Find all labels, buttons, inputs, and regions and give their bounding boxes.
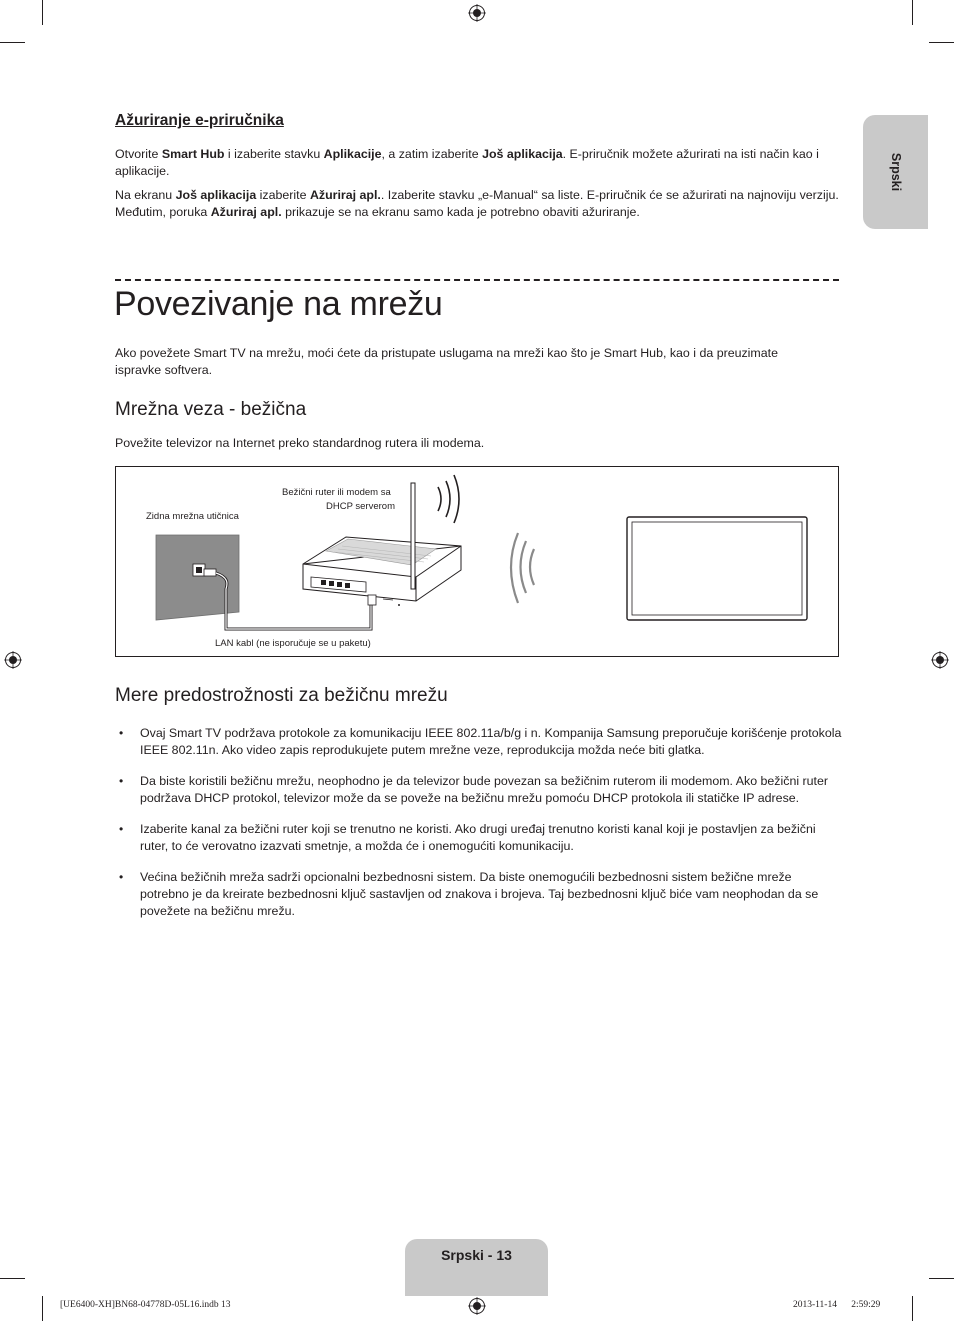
crop-mark	[42, 0, 43, 25]
list-item: • Većina bežičnih mreža sadrži opcionalni bezbednosni sistem. Da biste onemogućili bezbednosni sistem bežične mreže potrebno je da kreirate bezbednosni ključ sastavljen od znakova i brojeva. Taj bezbednosni ključ biće vam neophodan da se povežete na bežičnu mrežu.	[115, 869, 843, 920]
crop-mark	[42, 1296, 43, 1321]
text-run: izaberite	[256, 188, 310, 202]
wireless-heading: Mrežna veza - bežična	[115, 399, 307, 420]
registration-mark-icon	[468, 4, 486, 22]
list-item: • Ovaj Smart TV podržava protokole za komunikaciju IEEE 802.11a/b/g i n. Kompanija Samsung preporučuje korišćenje protokola IEEE 802.11n. Ako video zapis reprodukujete putem mrežne veze, reprodukcija možda neće biti glatka.	[115, 725, 843, 759]
text-run: . E-priručnik možete ažurirati na isti način kao i aplikacije.	[115, 147, 819, 178]
bold-term: Aplikacije	[323, 147, 382, 161]
update-paragraph-1	[115, 146, 840, 180]
text-run: . Izaberite stavku „e-Manual“ sa liste. E-priručnik će se ažurirati na najnoviju verziju. Međutim, poruka	[115, 188, 839, 219]
bold-term: Ažuriraj apl.	[309, 188, 381, 202]
crop-mark	[912, 1296, 913, 1321]
bold-term: Smart Hub	[161, 147, 225, 161]
crop-mark	[0, 42, 25, 43]
registration-mark-icon	[468, 1297, 486, 1315]
router-label-line1: Bežični ruter ili modem sa	[282, 487, 391, 498]
registration-mark-icon	[4, 651, 22, 669]
list-item: • Da biste koristili bežičnu mrežu, neophodno je da televizor bude povezan sa bežičnim ruterom ili modemom. Ako bežični ruter podržava DHCP protokol, televizor može da se poveže na bežičnu mrežu pomoću DHCP protokola ili statičke IP adrese.	[115, 773, 843, 807]
text-run: prikazuje se na ekranu samo kada je potrebno obaviti ažuriranje.	[281, 205, 640, 219]
crop-mark	[929, 42, 954, 43]
update-paragraph-2	[115, 187, 840, 221]
router-wifi-waves-icon	[438, 475, 459, 523]
footer-file-info: [UE6400-XH]BN68-04778D-05L16.indb 13	[60, 1300, 231, 1310]
bold-term: Ažuriraj apl.	[210, 205, 282, 219]
text-run: Otvorite	[115, 147, 162, 161]
footer-date-info: 2013-11-14 2:59:29	[793, 1300, 881, 1310]
tv-wifi-waves-icon	[511, 533, 534, 603]
text-run: , a zatim izaberite	[381, 147, 483, 161]
router-icon	[303, 483, 461, 606]
crop-mark	[912, 0, 913, 25]
text-run: i izaberite stavku	[224, 147, 324, 161]
page-number-tab	[405, 1239, 548, 1296]
language-side-tab-label: Srpski	[888, 152, 903, 192]
bold-term: Još aplikacija	[175, 188, 257, 202]
update-emanual-heading: Ažuriranje e-priručnika	[115, 112, 284, 129]
lan-cable-label: LAN kabl (ne isporučuje se u paketu)	[215, 638, 371, 649]
precautions-heading: Mere predostrožnosti za bežičnu mrežu	[115, 685, 448, 706]
language-side-tab	[863, 115, 928, 229]
section-divider	[115, 279, 839, 281]
list-item: • Izaberite kanal za bežični ruter koji se trenutno ne koristi. Ako drugi uređaj trenutno koristi kanal koji je postavljen za bežični ruter, to će verovatno izazvati smetnje, a možda će i onemogućiti komunikaciju.	[115, 821, 843, 855]
precautions-list	[115, 725, 843, 934]
diagram-graphics	[116, 467, 838, 656]
page-title: Povezivanje na mrežu	[114, 285, 443, 323]
crop-mark	[929, 1278, 954, 1279]
bold-term: Još aplikacija	[482, 147, 563, 161]
registration-mark-icon	[931, 651, 949, 669]
router-label-line2: DHCP serverom	[326, 501, 395, 512]
page-number-label: Srpski - 13	[441, 1247, 512, 1263]
wireless-text: Povežite televizor na Internet preko standardnog rutera ili modema.	[115, 436, 485, 450]
text-run: Na ekranu	[115, 188, 176, 202]
wall-socket-label: Zidna mrežna utičnica	[146, 511, 239, 522]
crop-mark	[0, 1278, 25, 1279]
tv-icon	[627, 517, 807, 620]
network-intro: Ako povežete Smart TV na mrežu, moći ćete da pristupate uslugama na mreži kao što je Smart Hub, kao i da preuzimate ispravke softvera.	[115, 346, 778, 377]
wireless-connection-diagram	[115, 466, 839, 657]
